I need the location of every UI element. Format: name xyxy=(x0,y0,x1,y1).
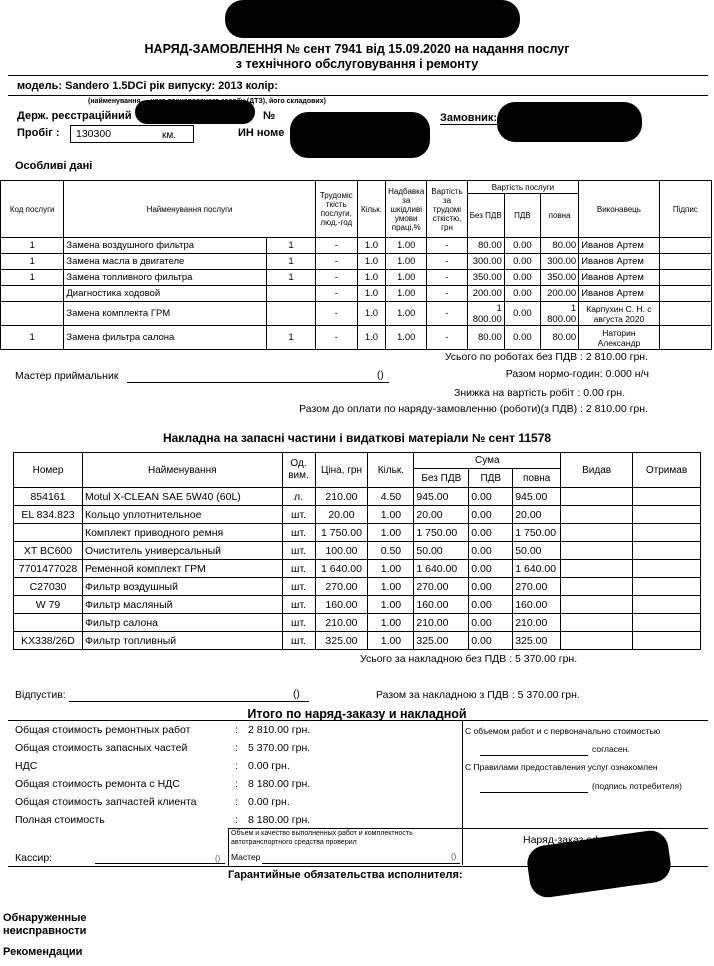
cell: - xyxy=(315,270,357,286)
cell: 50.00 xyxy=(513,542,561,560)
vin-label: ИН номе xyxy=(238,127,285,139)
cell: шт. xyxy=(282,578,315,596)
dispatched-line xyxy=(69,701,309,702)
cell: - xyxy=(315,238,357,254)
cell: - xyxy=(315,254,357,270)
vehicle-caption: (найменування ... ного транспортного засобу (ДТЗ), його складових) xyxy=(88,98,326,105)
cell xyxy=(659,326,711,350)
cell xyxy=(633,632,701,650)
table-row xyxy=(1,286,712,302)
redaction-vin xyxy=(290,112,430,158)
summary-row xyxy=(15,760,455,778)
cell xyxy=(659,238,711,254)
cell: Замена комплекта ГРМ xyxy=(64,302,267,326)
cell: 0.00 xyxy=(504,238,540,254)
col-markup: Надбавка за шкідливі умови праці,% xyxy=(386,181,427,238)
table-row xyxy=(14,524,701,542)
cell: 945.00 xyxy=(513,488,561,506)
cell xyxy=(267,302,315,326)
rules-text: С Правилами предоставления услуг ознакомлен xyxy=(465,762,658,772)
cell: 0.00 xyxy=(504,286,540,302)
cashier-paren: () xyxy=(215,854,221,863)
cell: 1 xyxy=(267,326,315,350)
col-service-name: Найменування послуги xyxy=(64,181,315,238)
cell xyxy=(633,524,701,542)
dispatched-label: Відпустив: xyxy=(15,689,66,701)
table-row xyxy=(14,578,701,596)
summary-row xyxy=(15,778,455,796)
cell xyxy=(1,286,64,302)
parts-table xyxy=(13,452,701,650)
cell: 1.00 xyxy=(386,254,427,270)
parts-total-no-vat: Усього за накладною без ПДВ : 5 370.00 грн. xyxy=(360,653,578,665)
cell: 210.00 xyxy=(315,488,368,506)
cell: 1.00 xyxy=(368,596,414,614)
cell: 1 750.00 xyxy=(414,524,469,542)
divider xyxy=(8,75,708,76)
cell: Кольцо уплотнительное xyxy=(82,506,282,524)
cell: 1.00 xyxy=(368,524,414,542)
summary-colon: : xyxy=(235,778,238,790)
cell: Фильтр воздушный xyxy=(82,578,282,596)
col-part-full: повна xyxy=(513,469,561,488)
cell xyxy=(267,286,315,302)
cell: 0.00 xyxy=(504,270,540,286)
dispatched-paren: () xyxy=(293,689,300,700)
cell: 0.00 xyxy=(469,596,513,614)
quality-note: Объем и качество выполненных работ и комплектность автотранспортного средства проверил xyxy=(231,830,413,846)
reg-label: Держ. реєстраційний xyxy=(17,110,132,122)
cell: 80.00 xyxy=(540,326,578,350)
divider xyxy=(8,720,708,721)
cell: 1 xyxy=(1,238,64,254)
summary-colon: : xyxy=(235,742,238,754)
table-row xyxy=(1,302,712,326)
cell: 20.00 xyxy=(414,506,469,524)
cell xyxy=(14,524,83,542)
cell: 1 750.00 xyxy=(513,524,561,542)
agreement-line xyxy=(480,755,588,756)
cell: 1 xyxy=(267,238,315,254)
cell xyxy=(659,302,711,326)
summary-value: 0.00 грн. xyxy=(248,796,290,808)
cell: - xyxy=(315,302,357,326)
cell: 0.00 xyxy=(469,560,513,578)
col-cost-group: Вартість послуги xyxy=(467,181,579,194)
cell: шт. xyxy=(282,614,315,632)
cell: Замена воздушного фильтра xyxy=(64,238,267,254)
col-part-qty: Кільк. xyxy=(368,453,414,488)
cell: Очиститель универсальный xyxy=(82,542,282,560)
recommendations-label: Рекомендации xyxy=(3,946,83,958)
cell: шт. xyxy=(282,560,315,578)
cell: 325.00 xyxy=(414,632,469,650)
summary-colon: : xyxy=(235,814,238,826)
cell: Ременной комплект ГРМ xyxy=(82,560,282,578)
col-signature: Підпис xyxy=(659,181,711,238)
discount: Знижка на вартість робіт : 0.00 грн. xyxy=(454,387,625,399)
cell: 854161 xyxy=(14,488,83,506)
cell xyxy=(561,560,633,578)
col-part-vat: ПДВ xyxy=(469,469,513,488)
cell: 0.00 xyxy=(504,254,540,270)
cell: Фильтр масляный xyxy=(82,596,282,614)
summary-label: Общая стоимость ремонтных работ xyxy=(15,724,191,736)
summary-label: Общая стоимость запчастей клиента xyxy=(15,796,197,808)
cell: 0.00 xyxy=(504,326,540,350)
table-row xyxy=(14,614,701,632)
cell: Диагностика ходовой xyxy=(64,286,267,302)
cell: - xyxy=(427,286,467,302)
summary-value: 0.00 грн. xyxy=(248,760,290,772)
cell: 1 800.00 xyxy=(467,302,504,326)
cell: 270.00 xyxy=(414,578,469,596)
cell: шт. xyxy=(282,632,315,650)
cell: 1.00 xyxy=(368,614,414,632)
cell: 0.00 xyxy=(469,542,513,560)
cell: EL 834.823 xyxy=(14,506,83,524)
cashier-label: Кассир: xyxy=(15,852,53,864)
cell: Иванов Артем xyxy=(579,238,659,254)
cell: 20.00 xyxy=(513,506,561,524)
cell: 20.00 xyxy=(315,506,368,524)
cell: 0.00 xyxy=(469,578,513,596)
cell: 0.00 xyxy=(469,632,513,650)
col-executor: Виконавець xyxy=(579,181,659,238)
summary-colon: : xyxy=(235,724,238,736)
cell: - xyxy=(427,254,467,270)
cell xyxy=(633,506,701,524)
master-sig-label: Мастер xyxy=(231,852,261,862)
cell: 200.00 xyxy=(540,286,578,302)
cell xyxy=(561,614,633,632)
cell: 1.00 xyxy=(368,506,414,524)
cell: XT BC600 xyxy=(14,542,83,560)
services-table xyxy=(0,180,712,350)
doc-title-line2: з технічного обслуговування і ремонту xyxy=(235,57,479,71)
cell: W 79 xyxy=(14,596,83,614)
summary-divider xyxy=(462,720,463,865)
cell: 1 750.00 xyxy=(315,524,368,542)
cell: Иванов Артем xyxy=(579,254,659,270)
summary-row xyxy=(15,796,455,814)
summary-colon: : xyxy=(235,796,238,808)
summary-value: 5 370.00 грн. xyxy=(248,742,311,754)
quality-divider xyxy=(228,828,229,866)
cell: 1.0 xyxy=(357,270,385,286)
col-code: Код послуги xyxy=(1,181,64,238)
cell: Наторин Александр xyxy=(579,326,659,350)
cell: 1 xyxy=(1,270,64,286)
total-works: Усього по роботах без ПДВ : 2 810.00 грн. xyxy=(444,351,648,363)
cell: Замена фильтра салона xyxy=(64,326,267,350)
cell: 1 800.00 xyxy=(540,302,578,326)
col-sum: Сума xyxy=(414,453,561,469)
col-unit: Од. вим. xyxy=(282,453,315,488)
col-cost-labor: Вартість за трудомі сткістю, грн xyxy=(427,181,467,238)
table-row xyxy=(1,326,712,350)
cell: 1 640.00 xyxy=(315,560,368,578)
cell: 1.00 xyxy=(368,578,414,596)
cell: 1.00 xyxy=(386,286,427,302)
cell: 1.0 xyxy=(357,326,385,350)
divider xyxy=(440,124,640,125)
cell: 350.00 xyxy=(540,270,578,286)
consumer-sig-caption: (подпись потребителя) xyxy=(592,781,682,791)
cell xyxy=(633,614,701,632)
cell: 0.50 xyxy=(368,542,414,560)
summary-row xyxy=(15,724,455,742)
cell: 300.00 xyxy=(467,254,504,270)
summary-label: НДС xyxy=(15,760,38,772)
cell: 1.0 xyxy=(357,286,385,302)
cell: 1.00 xyxy=(368,632,414,650)
col-part-name: Найменування xyxy=(82,453,282,488)
master-label: Мастер приймальник xyxy=(15,370,119,382)
mileage-label: Пробіг : xyxy=(17,127,60,139)
cell: Замена масла в двигателе xyxy=(64,254,267,270)
cell xyxy=(659,270,711,286)
master-sig-line xyxy=(262,863,460,864)
agreement-text: С объемом работ и с первоначально стоимостью xyxy=(465,726,661,736)
cell: Замена топливного фильтра xyxy=(64,270,267,286)
table-row xyxy=(1,238,712,254)
customer-label: Замовник: xyxy=(440,112,498,124)
col-issued: Видав xyxy=(561,453,633,488)
cell: - xyxy=(427,326,467,350)
cell: л. xyxy=(282,488,315,506)
master-sig-paren: () xyxy=(451,852,457,861)
col-no-vat: Без ПДВ xyxy=(467,194,504,238)
cell: 1.00 xyxy=(386,238,427,254)
cell: 50.00 xyxy=(414,542,469,560)
cell: 4.50 xyxy=(368,488,414,506)
cell: 1.00 xyxy=(386,270,427,286)
cell: шт. xyxy=(282,506,315,524)
col-part-no-vat: Без ПДВ xyxy=(414,469,469,488)
cell: 80.00 xyxy=(540,238,578,254)
cell xyxy=(561,524,633,542)
cell: 1.00 xyxy=(386,326,427,350)
cell: 1.00 xyxy=(386,302,427,326)
cell: 80.00 xyxy=(467,238,504,254)
cell: 210.00 xyxy=(513,614,561,632)
table-row xyxy=(14,506,701,524)
cell xyxy=(561,488,633,506)
cell: 270.00 xyxy=(513,578,561,596)
cell: - xyxy=(427,302,467,326)
col-part-number: Номер xyxy=(14,453,83,488)
cell: шт. xyxy=(282,596,315,614)
cell: 1 xyxy=(267,254,315,270)
model-line: модель: Sandero 1.5DCi рік випуску: 2013 колір: xyxy=(17,80,278,92)
agreed-text: согласен. xyxy=(592,744,630,754)
summary-label: Полная стоимость xyxy=(15,814,105,826)
col-qty: Кільк. xyxy=(357,181,385,238)
cell xyxy=(633,488,701,506)
col-labor: Трудоміс ткість послуги, люд.-год xyxy=(315,181,357,238)
table-row xyxy=(14,542,701,560)
special-data-label: Особливі дані xyxy=(15,160,93,172)
summary-label: Общая стоимость ремонта с НДС xyxy=(15,778,180,790)
summary-title: Итого по наряд-заказу и накладной xyxy=(247,707,467,721)
summary-value: 8 180.00 грн. xyxy=(248,814,311,826)
summary-rows xyxy=(15,724,455,832)
cell: 160.00 xyxy=(315,596,368,614)
cell: C27030 xyxy=(14,578,83,596)
cell: Фильтр топливный xyxy=(82,632,282,650)
cell: шт. xyxy=(282,524,315,542)
summary-colon: : xyxy=(235,760,238,772)
table-row xyxy=(1,270,712,286)
divider xyxy=(8,95,708,96)
cell: 1 xyxy=(1,326,64,350)
defects-label: Обнаруженные неисправности xyxy=(3,912,87,937)
parts-total-vat: Разом за накладною з ПДВ : 5 370.00 грн. xyxy=(376,689,580,701)
col-price: Ціна, грн xyxy=(315,453,368,488)
km-label: км. xyxy=(162,130,177,141)
cell: 210.00 xyxy=(414,614,469,632)
cell: Иванов Артем xyxy=(579,270,659,286)
cell: 300.00 xyxy=(540,254,578,270)
cell: Иванов Артем xyxy=(579,286,659,302)
consumer-sig-line xyxy=(480,792,588,793)
cell xyxy=(14,614,83,632)
cell: 7701477028 xyxy=(14,560,83,578)
cell xyxy=(561,578,633,596)
cell: - xyxy=(315,286,357,302)
cell: 210.00 xyxy=(315,614,368,632)
cell: 1 640.00 xyxy=(513,560,561,578)
cell: 270.00 xyxy=(315,578,368,596)
cell: 200.00 xyxy=(467,286,504,302)
cell: - xyxy=(427,270,467,286)
cell: 1.0 xyxy=(357,302,385,326)
cell: 0.00 xyxy=(469,614,513,632)
cell xyxy=(659,286,711,302)
cell: Комплект приводного ремня xyxy=(82,524,282,542)
cell: 1.0 xyxy=(357,238,385,254)
cell xyxy=(633,596,701,614)
cashier-line xyxy=(95,863,225,864)
summary-label: Общая стоимость запасных частей xyxy=(15,742,188,754)
cell: - xyxy=(315,326,357,350)
cell: 1.0 xyxy=(357,254,385,270)
summary-value: 2 810.00 грн. xyxy=(248,724,311,736)
cell: 325.00 xyxy=(315,632,368,650)
cell xyxy=(561,632,633,650)
cell xyxy=(633,542,701,560)
total-pay-works: Разом до оплати по наряду-замовленню (роботи)(з ПДВ) : 2 810.00 грн. xyxy=(299,403,648,415)
cell xyxy=(1,302,64,326)
cell: 0.00 xyxy=(469,506,513,524)
cell xyxy=(659,254,711,270)
cell xyxy=(633,578,701,596)
col-vat: ПДВ xyxy=(504,194,540,238)
cell: - xyxy=(427,238,467,254)
reg-num-label: № xyxy=(263,110,276,122)
cell: KX338/26D xyxy=(14,632,83,650)
cell: 0.00 xyxy=(469,488,513,506)
cell: Motul X-CLEAN SAE 5W40 (60L) xyxy=(82,488,282,506)
redaction-top xyxy=(225,0,520,38)
col-full: повна xyxy=(540,194,578,238)
mileage-value: 130300 xyxy=(76,128,112,140)
cell: 160.00 xyxy=(414,596,469,614)
cell xyxy=(561,506,633,524)
cell: Фильтр салона xyxy=(82,614,282,632)
doc-title-line1: НАРЯД-ЗАМОВЛЕННЯ № сент 7941 від 15.09.2020 на надання послуг xyxy=(144,42,570,56)
cell: 350.00 xyxy=(467,270,504,286)
cell xyxy=(561,596,633,614)
master-paren: () xyxy=(377,370,384,381)
cell: 1 xyxy=(267,270,315,286)
table-row xyxy=(14,560,701,578)
parts-title: Накладна на запасні частини і видаткові матеріали № сент 11578 xyxy=(162,431,552,445)
warranty-label: Гарантийные обязательства исполнителя: xyxy=(228,869,463,881)
cell: 0.00 xyxy=(504,302,540,326)
divider xyxy=(8,866,708,867)
cell: 160.00 xyxy=(513,596,561,614)
cell: 0.00 xyxy=(469,524,513,542)
master-signature-line xyxy=(127,382,389,383)
table-row xyxy=(14,632,701,650)
cell: шт. xyxy=(282,542,315,560)
cell xyxy=(633,560,701,578)
order-by-label: Наряд-заказ оформил: xyxy=(523,834,635,846)
norm-hours: Разом нормо-годин: 0.000 н/ч xyxy=(505,368,649,380)
cell: 1 xyxy=(1,254,64,270)
summary-row xyxy=(15,742,455,760)
cell: 945.00 xyxy=(414,488,469,506)
table-row xyxy=(14,596,701,614)
table-row xyxy=(14,488,701,506)
summary-value: 8 180.00 грн. xyxy=(248,778,311,790)
cell: 1.00 xyxy=(368,560,414,578)
redaction-customer xyxy=(497,102,642,142)
cell: 80.00 xyxy=(467,326,504,350)
cell: 325.00 xyxy=(513,632,561,650)
cell: Карпухин С. Н. с августа 2020 xyxy=(579,302,659,326)
cell xyxy=(561,542,633,560)
cell: 100.00 xyxy=(315,542,368,560)
cell: 1 640.00 xyxy=(414,560,469,578)
col-received: Отримав xyxy=(633,453,701,488)
table-row xyxy=(1,254,712,270)
